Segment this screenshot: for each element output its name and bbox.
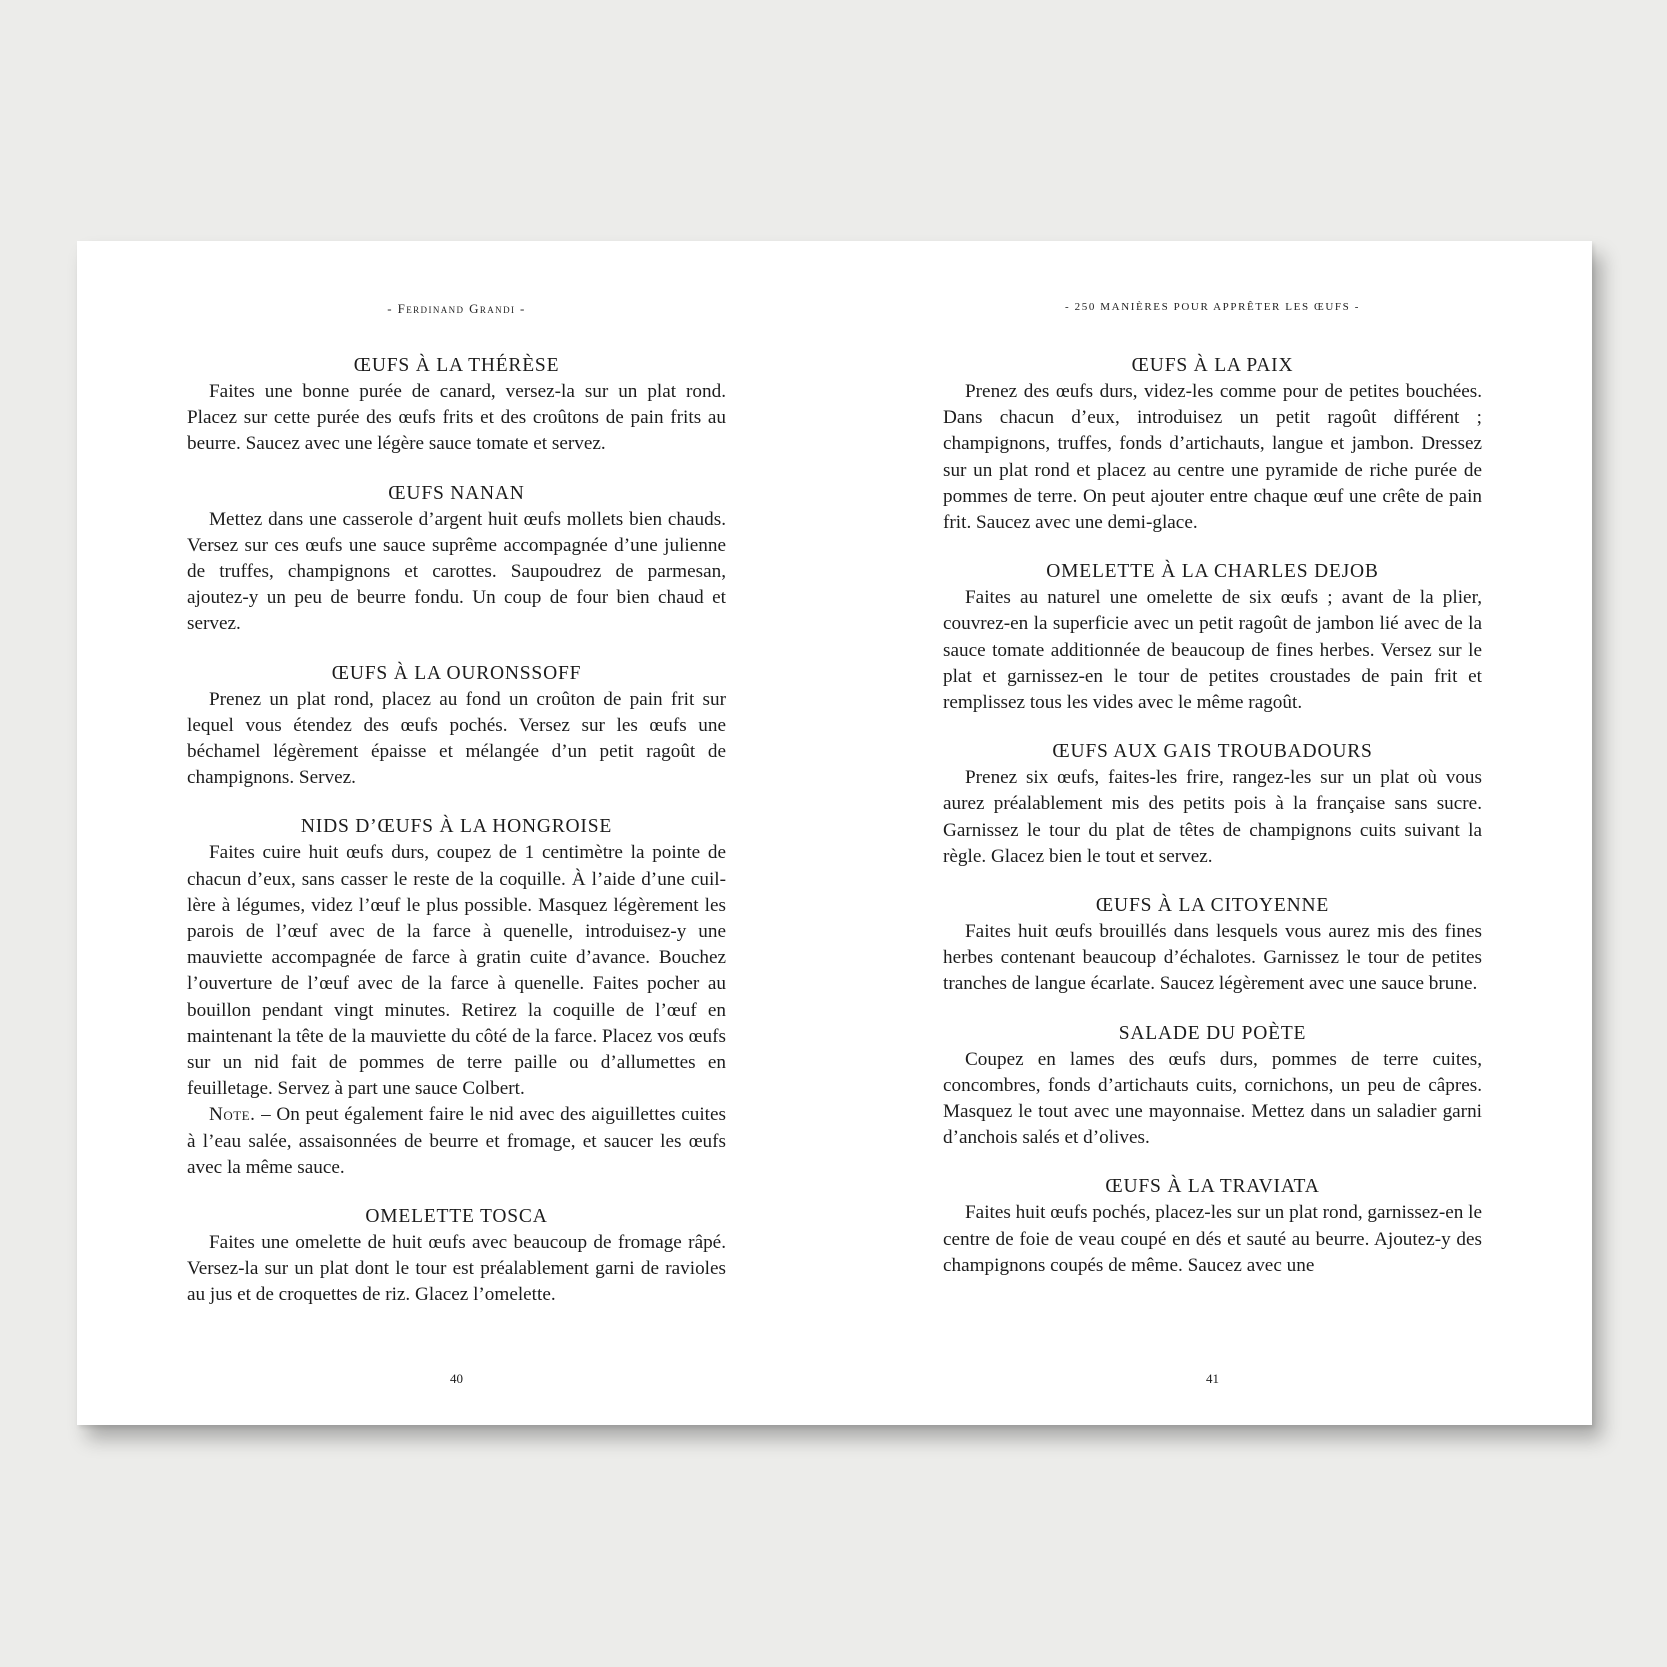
recipe-note	[187, 1102, 726, 1181]
recipe-title: OMELETTE À LA CHARLES DEJOB	[1046, 561, 1379, 583]
recipe-text: Mettez dans une casserole d’argent huit œufs mollets bien chauds. Versez sur ces œufs une sauce suprême accompagnée d’une julienne de truffes, champignons et carottes. Saupoudrez de parmesan, ajoutez-y un peu de beurre fondu. Un coup de four bien chaud et servez.	[187, 508, 726, 635]
page-number: 41	[1206, 1371, 1219, 1386]
recipe	[943, 1021, 1482, 1152]
recipe-text: Faites cuire huit œufs durs, coupez de 1 centimètre la pointe de chacun d’eux, sans casser le reste de la coquille. À l’aide d’une cuillère à légumes, videz l’œuf le plus possible. Masquez légèrement les parois de l’œuf avec de la farce à quenelle, introduisez-y une mauviette accompagnée de farce à gratin cuite d’avance. Bouchez l’ouverture de l’œuf avec de la farce à quenelle. Faites pocher au bouillon pendant vingt minutes. Retirez la coquille de l’œuf en maintenant la tête de la mauviette du côté de la farce. Placez vos œufs sur un nid fait de pommes de terre paille ou d’allumettes en feuilletage. Servez à part une sauce Colbert.	[187, 842, 726, 1100]
recipe-text: Prenez un plat rond, placez au fond un croûton de pain frit sur lequel vous étendez des œufs pochés. Versez sur les œufs une béchamel légèrement épaisse et mélangée d’un petit ragoût de champignons. Servez.	[187, 688, 726, 789]
recipe-text: Faites huit œufs pochés, placez-les sur un plat rond, garnissez-en le centre de foie de veau coupé en dés et sauté au beurre. Ajoutez-y des champignons coupés de même. Saucez avec une	[943, 1202, 1482, 1276]
page-body	[187, 353, 726, 1332]
recipe	[943, 353, 1482, 536]
recipe	[187, 661, 726, 792]
recipe-title: ŒUFS À LA CITOYENNE	[1095, 895, 1330, 917]
running-head: - Ferdinand Grandi -	[387, 301, 526, 316]
recipe-title: ŒUFS À LA OURONSSOFF	[331, 662, 582, 684]
right-page	[943, 241, 1482, 1425]
page-body	[943, 353, 1482, 1302]
recipe-title: ŒUFS NANAN	[388, 482, 525, 504]
book-spread	[77, 241, 1592, 1425]
recipe-text: Faites huit œufs brouillés dans lesquels vous aurez mis des fines herbes contenant beaucoup d’échalotes. Garnissez le tour de petites tranches de langue écarlate. Saucez légèrement avec une sauce brune.	[943, 921, 1482, 995]
recipe	[187, 481, 726, 638]
recipe-title: SALADE DU POÈTE	[1118, 1022, 1307, 1044]
recipe-text: Faites une omelette de huit œufs avec beaucoup de fromage râpé. Versez-la sur un plat dont le tour est préalablement garni de ravioles au jus et de croquettes de riz. Glacez l’omelette.	[187, 1232, 726, 1306]
note-label: Note.	[209, 1104, 256, 1126]
recipe-text: Coupez en lames des œufs durs, pommes de terre cuites, concombres, fonds d’artichauts cuits, cornichons, un peu de câpres. Masquez le tout avec une mayonnaise. Mettez dans un saladier garni d’anchois salés et d’olives.	[943, 1048, 1482, 1149]
left-page	[187, 241, 726, 1425]
recipe-text: Prenez six œufs, faites-les frire, rangez-les sur un plat où vous aurez préalablement mis des petits pois à la française sans sucre. Garnissez le tour du plat de têtes de champignons cuits suivant la règle. Glacez bien le tout et servez.	[943, 767, 1482, 867]
recipe-title: ŒUFS AUX GAIS TROUBADOURS	[1052, 741, 1373, 763]
recipe-text: Faites une bonne purée de canard, versez-la sur un plat rond. Placez sur cette purée des œufs frits et des croûtons de pain frits au beurre. Saucez avec une légère sauce tomate et servez.	[187, 381, 726, 455]
recipe-title: ŒUFS À LA THÉRÈSE	[353, 355, 560, 376]
recipe	[943, 893, 1482, 998]
recipe-title: ŒUFS À LA PAIX	[1131, 355, 1294, 376]
recipe	[187, 814, 726, 1181]
recipe	[943, 1174, 1482, 1279]
page-number: 40	[450, 1371, 463, 1386]
running-head: - 250 MANIÈRES POUR APPRÊTER LES ŒUFS -	[1065, 301, 1360, 313]
recipe	[187, 1204, 726, 1309]
recipe-title: ŒUFS À LA TRAVIATA	[1105, 1176, 1320, 1198]
recipe-text: Faites au naturel une omelette de six œufs ; avant de la plier, couvrez-en la superficie avec un petit ragoût de jambon lié avec de la sauce tomate additionnée de beaucoup de fines herbes. Versez sur le plat et garnissez-en le tour de petites croustades de pain frit et remplissez tous les vides avec le même ragoût.	[943, 587, 1482, 714]
recipe	[187, 353, 726, 458]
note-text: – On peut également faire le nid avec des aiguillettes cuites à l’eau salée, assaisonnées de beurre et fromage, et saucer les œufs avec la même sauce.	[187, 1104, 726, 1178]
recipe-title: NIDS D’ŒUFS À LA HONGROISE	[300, 816, 613, 838]
recipe-title: OMELETTE TOSCA	[365, 1206, 548, 1228]
recipe-text: Prenez des œufs durs, videz-les comme pour de petites bouchées. Dans chacun d’eux, introduisez un petit ragoût différent ; champignons, truffes, fonds d’artichauts, langue et jambon. Dressez sur un plat rond et placez au centre une pyramide de riche purée de pommes de terre. On peut ajouter entre chaque œuf une crête de pain frit. Saucez avec une demi-glace.	[943, 381, 1482, 534]
recipe	[943, 739, 1482, 870]
recipe	[943, 559, 1482, 716]
